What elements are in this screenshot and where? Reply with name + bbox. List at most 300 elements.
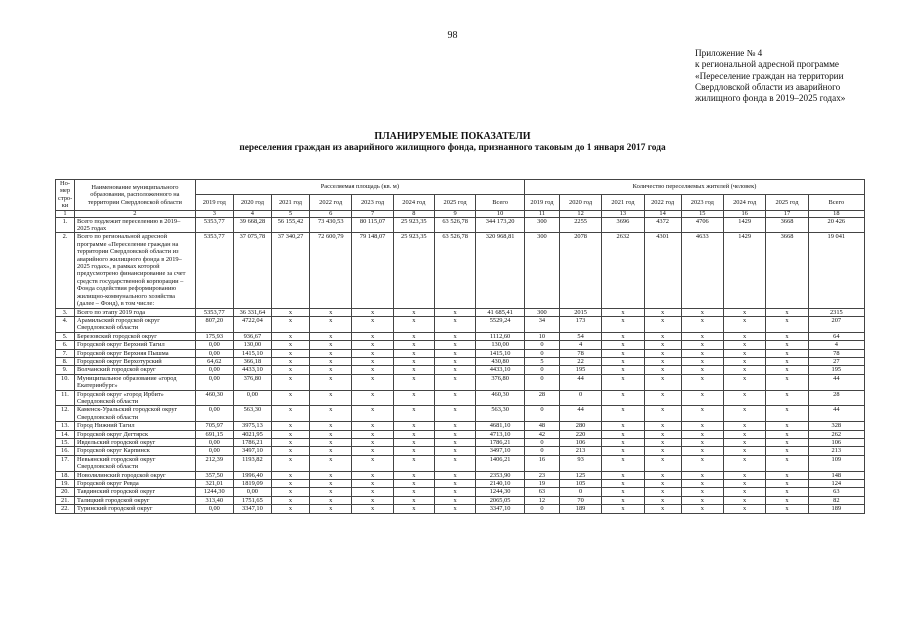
area-cell: 3975,13 <box>233 422 271 430</box>
table-row <box>56 439 865 447</box>
people-cell: х <box>644 406 681 422</box>
area-cell: х <box>310 480 352 488</box>
indicators-table <box>55 179 865 514</box>
area-cell: 5353,77 <box>195 217 233 233</box>
column-number-cell: 4 <box>233 210 271 217</box>
area-cell: 5353,77 <box>195 308 233 316</box>
people-cell: 28 <box>808 390 864 406</box>
people-cell: х <box>644 439 681 447</box>
people-cell: 34 <box>524 316 559 332</box>
municipality-cell: Городской округ Ревда <box>75 480 196 488</box>
row-number-cell: 11. <box>56 390 75 406</box>
area-cell: 2065,05 <box>476 496 525 504</box>
area-cell: х <box>393 496 434 504</box>
area-cell: х <box>352 390 393 406</box>
municipality-cell: Туринский городской округ <box>75 505 196 513</box>
header-total: Всего <box>476 195 525 210</box>
table-row <box>56 505 865 513</box>
area-cell: х <box>352 488 393 496</box>
area-cell: 130,00 <box>233 341 271 349</box>
header-year: 2022 год <box>310 195 352 210</box>
area-cell: х <box>271 332 309 340</box>
area-cell: 25 923,35 <box>393 233 434 308</box>
document-subtitle: переселения граждан из аварийного жилищного фонда, признанного таковым до 1 января 2017 года <box>239 143 666 153</box>
area-cell: х <box>352 480 393 488</box>
column-number-cell: 10 <box>476 210 525 217</box>
area-cell: 212,39 <box>195 455 233 471</box>
area-cell: х <box>352 332 393 340</box>
area-cell: х <box>352 308 393 316</box>
people-cell: 78 <box>559 349 601 357</box>
people-cell: х <box>681 439 723 447</box>
area-cell: 39 668,28 <box>233 217 271 233</box>
people-cell: х <box>723 349 765 357</box>
area-cell: 5529,24 <box>476 316 525 332</box>
area-cell: х <box>434 332 475 340</box>
municipality-cell: Новолялинский городской округ <box>75 471 196 479</box>
area-cell: 1786,21 <box>476 439 525 447</box>
people-cell: 54 <box>559 332 601 340</box>
people-cell: 4 <box>559 341 601 349</box>
area-cell: х <box>352 430 393 438</box>
people-cell: 262 <box>808 430 864 438</box>
area-cell: х <box>310 332 352 340</box>
people-cell: х <box>602 422 644 430</box>
people-cell: х <box>766 349 808 357</box>
people-cell: 5 <box>524 357 559 365</box>
header-municipality: Наименование муниципального образования, расположенного на территории Свердловской области <box>75 180 196 211</box>
people-cell: х <box>766 471 808 479</box>
people-cell: 125 <box>559 471 601 479</box>
area-cell: х <box>393 422 434 430</box>
people-cell: х <box>723 390 765 406</box>
area-cell: х <box>434 455 475 471</box>
table-row <box>56 374 865 390</box>
people-cell: 4 <box>808 341 864 349</box>
people-cell: х <box>723 488 765 496</box>
people-cell: 48 <box>524 422 559 430</box>
people-cell: 2255 <box>559 217 601 233</box>
area-cell: 0,00 <box>195 439 233 447</box>
appendix-line: жилищного фонда в 2019–2025 годах» <box>695 93 846 104</box>
people-cell: х <box>681 341 723 349</box>
header-year: 2025 год <box>434 195 475 210</box>
people-cell: 4706 <box>681 217 723 233</box>
people-cell: х <box>602 505 644 513</box>
area-cell: х <box>310 496 352 504</box>
area-cell: х <box>393 480 434 488</box>
area-cell: х <box>434 349 475 357</box>
people-cell: х <box>766 332 808 340</box>
column-number-cell: 11 <box>524 210 559 217</box>
area-cell: х <box>434 390 475 406</box>
people-cell: 300 <box>524 233 559 308</box>
header-year: 2024 год <box>393 195 434 210</box>
area-cell: 563,30 <box>476 406 525 422</box>
people-cell: 4301 <box>644 233 681 308</box>
row-number-cell: 2. <box>56 233 75 308</box>
table-row <box>56 406 865 422</box>
people-cell: 27 <box>808 357 864 365</box>
area-cell: 4681,10 <box>476 422 525 430</box>
people-cell: х <box>644 341 681 349</box>
area-cell: х <box>310 316 352 332</box>
municipality-cell: Городской округ «город Ирбит» Свердловской области <box>75 390 196 406</box>
people-cell: х <box>766 430 808 438</box>
area-cell: х <box>352 366 393 374</box>
people-cell: х <box>766 374 808 390</box>
area-cell: х <box>310 505 352 513</box>
people-cell: 105 <box>559 480 601 488</box>
people-cell: х <box>644 496 681 504</box>
people-cell: х <box>644 488 681 496</box>
area-cell: х <box>271 316 309 332</box>
area-cell: х <box>310 488 352 496</box>
people-cell: х <box>723 308 765 316</box>
people-cell: х <box>602 374 644 390</box>
area-cell: х <box>393 357 434 365</box>
area-cell: 1996,40 <box>233 471 271 479</box>
people-cell: 0 <box>524 341 559 349</box>
area-cell: 4722,04 <box>233 316 271 332</box>
page-number: 98 <box>447 30 458 41</box>
people-cell: х <box>723 471 765 479</box>
people-cell: х <box>766 496 808 504</box>
people-cell: 280 <box>559 422 601 430</box>
people-cell: х <box>766 341 808 349</box>
area-cell: 430,80 <box>476 357 525 365</box>
row-number-cell: 13. <box>56 422 75 430</box>
column-number-cell: 18 <box>808 210 864 217</box>
area-cell: х <box>393 374 434 390</box>
appendix-note <box>695 48 895 104</box>
municipality-cell: Муниципальное образование «город Екатеринбург» <box>75 374 196 390</box>
area-cell: 3347,10 <box>233 505 271 513</box>
people-cell: 63 <box>808 488 864 496</box>
header-year: 2020 год <box>559 195 601 210</box>
area-cell: х <box>271 455 309 471</box>
area-cell: 807,20 <box>195 316 233 332</box>
people-cell: х <box>681 447 723 455</box>
area-cell: х <box>310 447 352 455</box>
people-cell: 300 <box>524 217 559 233</box>
people-cell: х <box>766 447 808 455</box>
people-cell: х <box>681 505 723 513</box>
area-cell: х <box>393 341 434 349</box>
people-cell: 70 <box>559 496 601 504</box>
area-cell: 41 685,41 <box>476 308 525 316</box>
area-cell: 3497,10 <box>476 447 525 455</box>
area-cell: 320 968,81 <box>476 233 525 308</box>
people-cell: х <box>602 332 644 340</box>
area-cell: х <box>393 505 434 513</box>
people-cell: 93 <box>559 455 601 471</box>
area-cell: х <box>393 332 434 340</box>
area-cell: х <box>352 505 393 513</box>
appendix-line: Свердловской области из аварийного <box>695 81 841 92</box>
area-cell: х <box>352 374 393 390</box>
table-row <box>56 366 865 374</box>
area-cell: 4021,95 <box>233 430 271 438</box>
people-cell: х <box>644 471 681 479</box>
area-cell: х <box>271 422 309 430</box>
people-cell: 19 041 <box>808 233 864 308</box>
area-cell: х <box>310 308 352 316</box>
area-cell: х <box>271 488 309 496</box>
area-cell: х <box>352 496 393 504</box>
row-number-cell: 17. <box>56 455 75 471</box>
appendix-line: к региональной адресной программе <box>695 59 839 70</box>
people-cell: 0 <box>524 439 559 447</box>
people-cell: 220 <box>559 430 601 438</box>
people-cell: х <box>681 422 723 430</box>
document-title: ПЛАНИРУЕМЫЕ ПОКАЗАТЕЛИ <box>374 131 531 142</box>
people-cell: 16 <box>524 455 559 471</box>
table-row <box>56 308 865 316</box>
people-cell: х <box>766 439 808 447</box>
area-cell: х <box>310 390 352 406</box>
people-cell: 12 <box>524 496 559 504</box>
area-cell: х <box>393 308 434 316</box>
people-cell: х <box>723 439 765 447</box>
table-row <box>56 422 865 430</box>
people-cell: 28 <box>524 390 559 406</box>
municipality-cell: Ивдельский городской округ <box>75 439 196 447</box>
area-cell: х <box>434 480 475 488</box>
area-cell: 0,00 <box>195 341 233 349</box>
people-cell: 44 <box>808 374 864 390</box>
table-row <box>56 233 865 308</box>
column-number-cell: 15 <box>681 210 723 217</box>
area-cell: х <box>434 422 475 430</box>
people-cell: х <box>644 422 681 430</box>
area-cell: 0,00 <box>195 406 233 422</box>
people-cell: 3696 <box>602 217 644 233</box>
municipality-cell: Всего по этапу 2019 года <box>75 308 196 316</box>
area-cell: х <box>271 480 309 488</box>
people-cell: 195 <box>808 366 864 374</box>
column-number-cell: 8 <box>393 210 434 217</box>
header-year: 2020 год <box>233 195 271 210</box>
table-row <box>56 447 865 455</box>
area-cell: х <box>310 349 352 357</box>
people-cell: х <box>681 455 723 471</box>
people-cell: 64 <box>808 332 864 340</box>
row-number-cell: 5. <box>56 332 75 340</box>
header-row-number: Но-мер стро-ки <box>56 180 75 211</box>
area-cell: х <box>434 366 475 374</box>
area-cell: х <box>393 439 434 447</box>
people-cell: 189 <box>559 505 601 513</box>
people-cell: х <box>644 349 681 357</box>
people-cell: х <box>681 406 723 422</box>
area-cell: 130,00 <box>476 341 525 349</box>
people-cell: 22 <box>559 357 601 365</box>
people-cell: 3668 <box>766 217 808 233</box>
people-cell: х <box>644 357 681 365</box>
municipality-cell: Всего подлежит переселению в 2019–2025 годах <box>75 217 196 233</box>
people-cell: х <box>602 366 644 374</box>
area-cell: 63 526,78 <box>434 217 475 233</box>
people-cell: 2015 <box>559 308 601 316</box>
area-cell: 1112,60 <box>476 332 525 340</box>
area-cell: х <box>352 316 393 332</box>
area-cell: 5353,77 <box>195 233 233 308</box>
header-year: 2023 год <box>352 195 393 210</box>
area-cell: х <box>271 430 309 438</box>
header-year: 2023 год <box>681 195 723 210</box>
area-cell: х <box>271 496 309 504</box>
area-cell: 0,00 <box>195 366 233 374</box>
municipality-cell: Городской округ Верхотурский <box>75 357 196 365</box>
people-cell: х <box>766 366 808 374</box>
people-cell: 10 <box>524 332 559 340</box>
people-cell: х <box>602 447 644 455</box>
people-cell: 44 <box>808 406 864 422</box>
column-number-cell: 3 <box>195 210 233 217</box>
table-row <box>56 357 865 365</box>
table-row <box>56 488 865 496</box>
area-cell: 2353,90 <box>476 471 525 479</box>
table-row <box>56 430 865 438</box>
row-number-cell: 8. <box>56 357 75 365</box>
area-cell: х <box>352 439 393 447</box>
area-cell: х <box>434 496 475 504</box>
people-cell: 4372 <box>644 217 681 233</box>
row-number-cell: 1. <box>56 217 75 233</box>
area-cell: х <box>393 390 434 406</box>
people-cell: х <box>681 308 723 316</box>
people-cell: х <box>723 316 765 332</box>
municipality-cell: Талицкий городской округ <box>75 496 196 504</box>
people-cell: х <box>602 406 644 422</box>
area-cell: 4713,10 <box>476 430 525 438</box>
area-cell: х <box>310 430 352 438</box>
header-year: 2019 год <box>524 195 559 210</box>
area-cell: 376,80 <box>476 374 525 390</box>
municipality-cell: Арамильский городской округ Свердловской области <box>75 316 196 332</box>
area-cell: х <box>310 455 352 471</box>
people-cell: х <box>644 480 681 488</box>
people-cell: х <box>602 496 644 504</box>
area-cell: 313,40 <box>195 496 233 504</box>
people-cell: 1429 <box>723 233 765 308</box>
people-cell: х <box>602 439 644 447</box>
people-cell: 0 <box>559 488 601 496</box>
people-cell: х <box>723 505 765 513</box>
row-number-cell: 21. <box>56 496 75 504</box>
municipality-cell: Городской округ Верхняя Пышма <box>75 349 196 357</box>
area-cell: 2140,10 <box>476 480 525 488</box>
area-cell: х <box>393 316 434 332</box>
row-number-cell: 18. <box>56 471 75 479</box>
people-cell: 44 <box>559 406 601 422</box>
people-cell: 23 <box>524 471 559 479</box>
column-number-cell: 16 <box>723 210 765 217</box>
people-cell: х <box>644 366 681 374</box>
people-cell: 42 <box>524 430 559 438</box>
people-cell: х <box>644 455 681 471</box>
area-cell: х <box>310 406 352 422</box>
people-cell: 173 <box>559 316 601 332</box>
column-number-cell: 1 <box>56 210 75 217</box>
area-cell: 460,30 <box>476 390 525 406</box>
area-cell: 0,00 <box>195 447 233 455</box>
people-cell: 2632 <box>602 233 644 308</box>
area-cell: х <box>352 422 393 430</box>
table-row <box>56 455 865 471</box>
area-cell: 366,18 <box>233 357 271 365</box>
header-year: 2024 год <box>723 195 765 210</box>
people-cell: 1429 <box>723 217 765 233</box>
area-cell: 1819,09 <box>233 480 271 488</box>
area-cell: х <box>352 341 393 349</box>
people-cell: х <box>766 422 808 430</box>
people-cell: 0 <box>559 390 601 406</box>
area-cell: х <box>310 374 352 390</box>
people-cell: 106 <box>808 439 864 447</box>
area-cell: 1415,10 <box>476 349 525 357</box>
people-cell: 82 <box>808 496 864 504</box>
people-cell: х <box>766 488 808 496</box>
people-cell: 300 <box>524 308 559 316</box>
area-cell: 3497,10 <box>233 447 271 455</box>
people-cell: х <box>723 447 765 455</box>
column-number-cell: 14 <box>644 210 681 217</box>
row-number-cell: 20. <box>56 488 75 496</box>
municipality-cell: Городской округ Карпинск <box>75 447 196 455</box>
area-cell: х <box>434 471 475 479</box>
row-number-cell: 3. <box>56 308 75 316</box>
area-cell: х <box>393 366 434 374</box>
area-cell: х <box>271 357 309 365</box>
people-cell: х <box>602 488 644 496</box>
municipality-cell: Городской округ Верхний Тагил <box>75 341 196 349</box>
area-cell: 37 340,27 <box>271 233 309 308</box>
area-cell: х <box>352 447 393 455</box>
people-cell: х <box>644 316 681 332</box>
people-cell: х <box>723 422 765 430</box>
appendix-line: «Переселение граждан на территории <box>695 70 844 81</box>
people-cell: х <box>766 406 808 422</box>
people-cell: х <box>681 471 723 479</box>
area-cell: 1415,10 <box>233 349 271 357</box>
area-cell: 460,30 <box>195 390 233 406</box>
area-cell: х <box>310 439 352 447</box>
municipality-cell: Всего по региональной адресной программе «Переселение граждан на территории Свердловской области из аварийного жилищного фонда в 2019–2025 годах», в рамках которой предусмотрено финансирование за счет средств государственной корпорации – Фонда содействия реформированию жилищно-коммунального хозяйства (далее – Фонд), в том числе: <box>75 233 196 308</box>
area-cell: 0,00 <box>233 390 271 406</box>
area-cell: 4433,10 <box>233 366 271 374</box>
area-cell: х <box>310 471 352 479</box>
header-year: 2019 год <box>195 195 233 210</box>
municipality-cell: Городской округ Дегтярск <box>75 430 196 438</box>
header-group-area: Расселяемая площадь (кв. м) <box>195 180 524 195</box>
area-cell: 72 600,79 <box>310 233 352 308</box>
people-cell: 213 <box>808 447 864 455</box>
people-cell: 328 <box>808 422 864 430</box>
area-cell: 0,00 <box>195 374 233 390</box>
header-year: 2021 год <box>602 195 644 210</box>
row-number-cell: 19. <box>56 480 75 488</box>
municipality-cell: Тавдинский городской округ <box>75 488 196 496</box>
row-number-cell: 4. <box>56 316 75 332</box>
area-cell: 79 148,07 <box>352 233 393 308</box>
area-cell: х <box>393 349 434 357</box>
area-cell: х <box>393 430 434 438</box>
people-cell: х <box>681 316 723 332</box>
area-cell: х <box>310 341 352 349</box>
people-cell: 106 <box>559 439 601 447</box>
